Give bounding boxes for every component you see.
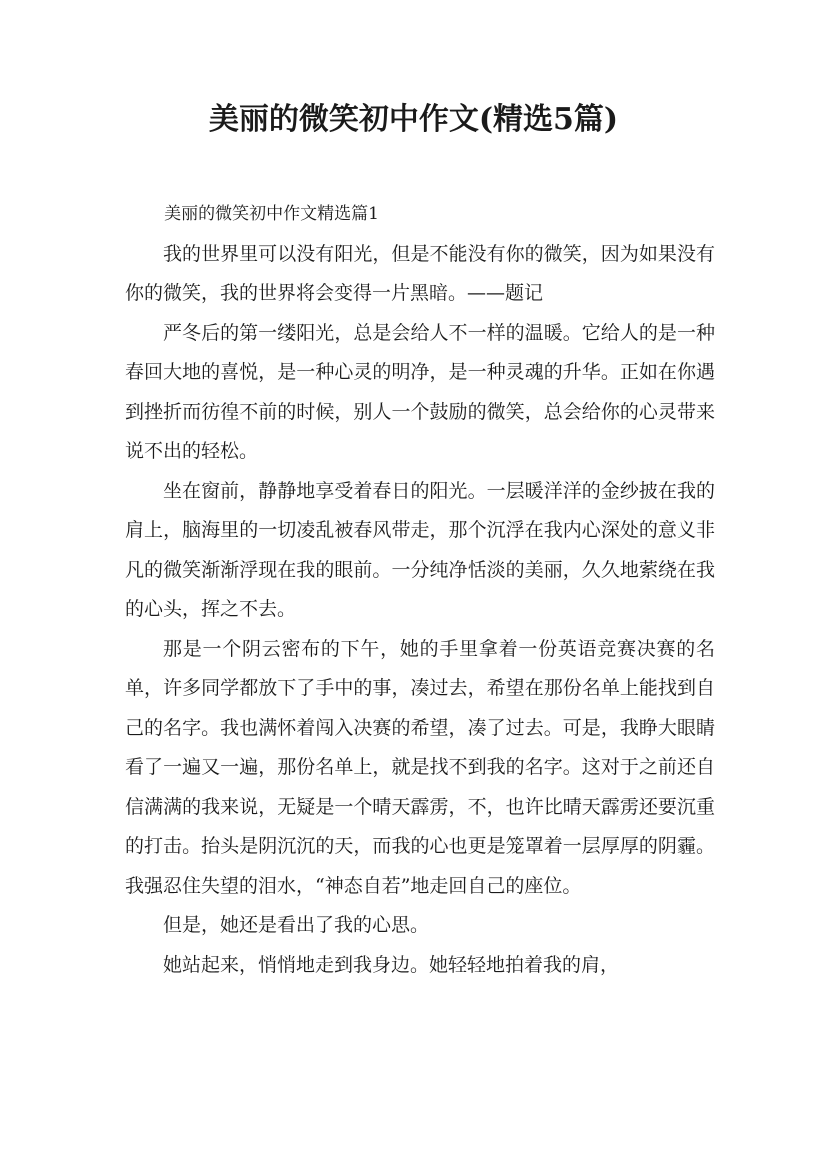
- paragraph: 坐在窗前，静静地享受着春日的阳光。一层暖洋洋的金纱披在我的肩上，脑海里的一切凌乱被春风带走，那个沉浮在我内心深处的意义非凡的微笑渐渐浮现在我的眼前。一分纯净恬淡的美丽，久久地萦绕在我的心头，挥之不去。: [125, 479, 715, 620]
- paragraph: 她站起来，悄悄地走到我身边。她轻轻地拍着我的肩，: [163, 953, 620, 976]
- document-body: [125, 195, 715, 985]
- document-title: 美丽的微笑初中作文(精选5篇): [208, 102, 619, 137]
- paragraph-epigraph: 我的世界里可以没有阳光，但是不能没有你的微笑，因为如果没有你的微笑，我的世界将会变得一片黑暗。——题记: [125, 242, 715, 304]
- paragraph: 那是一个阴云密布的下午，她的手里拿着一份英语竞赛决赛的名单，许多同学都放下了手中的事，凑过去，希望在那份名单上能找到自己的名字。我也满怀着闯入决赛的希望，凑了过去。可是，我睁大眼睛看了一遍又一遍，那份名单上，就是找不到我的名字。这对于之前还自信满满的我来说，无疑是一个晴天霹雳，不，也许比晴天霹雳还要沉重的打击。抬头是阴沉沉的天，而我的心也更是笼罩着一层厚厚的阴霾。我强忍住失望的泪水，“神态自若”地走回自己的座位。: [125, 637, 715, 897]
- section-heading: 美丽的微笑初中作文精选篇1: [164, 204, 379, 224]
- paragraph: 但是，她还是看出了我的心思。: [163, 914, 430, 936]
- paragraph: 严冬后的第一缕阳光，总是会给人不一样的温暖。它给人的是一种春回大地的喜悦，是一种心灵的明净，是一种灵魂的升华。正如在你遇到挫折而彷徨不前的时候，别人一个鼓励的微笑，总会给你的心灵带来说不出的轻松。: [125, 321, 715, 462]
